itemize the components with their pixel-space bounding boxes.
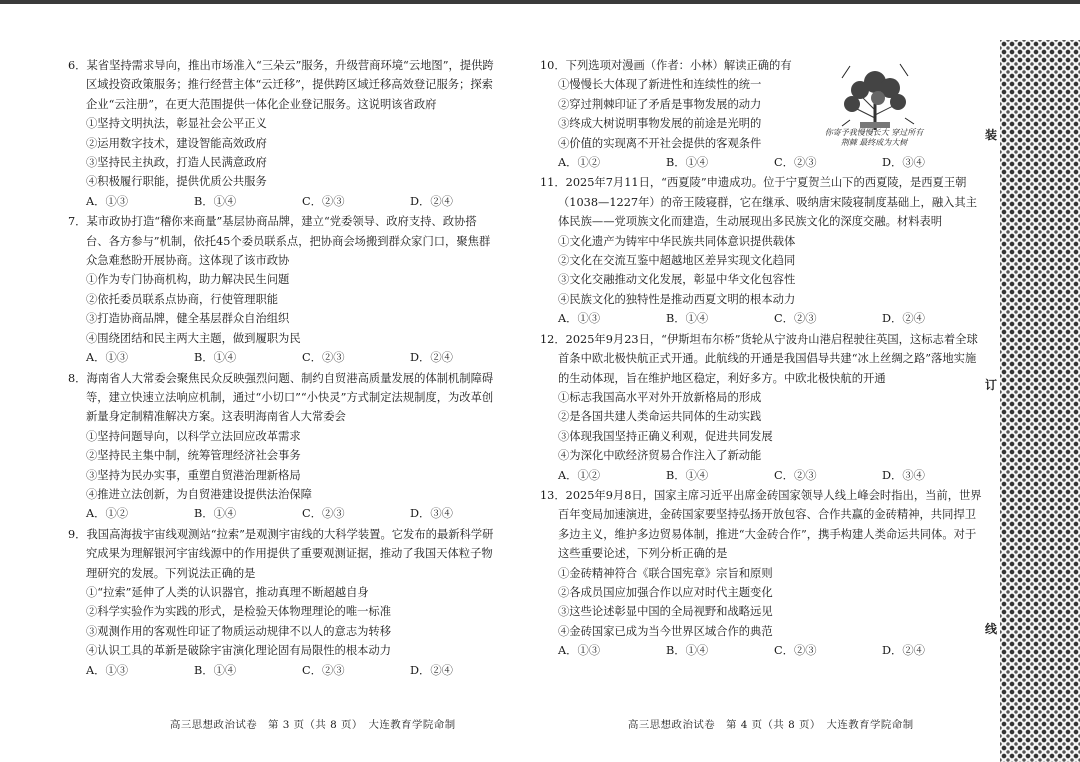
question-option: ④围绕团结和民主两大主题，做到履职为民 — [86, 331, 301, 345]
question-option: ②各成员国应加强合作以应对时代主题变化 — [558, 585, 773, 599]
answer-choice: B．①④ — [666, 468, 709, 482]
question-option: ④认识工具的革新是破除宇宙演化理论固有局限性的根本动力 — [86, 644, 392, 658]
question-block — [540, 173, 985, 328]
question-stem: 7．某市政协打造“稽你来商量”基层协商品牌，建立“党委领导、政府支持、政协搭台、各方参与”机制，依托45个委员联系点，把协商会场搬到群众家门口，聚焦群众急难愁盼开展协商。这体现了该市政协 — [68, 215, 491, 268]
answer-choice: D．③④ — [882, 468, 925, 482]
answer-choice: B．①④ — [194, 663, 237, 677]
answer-choice: C．②③ — [302, 194, 345, 208]
question-block — [68, 212, 498, 367]
question-stem: 9．我国高海拔宇宙线观测站“拉索”是观测宇宙线的大科学装置。它发布的最新科学研究成果为理解银河宇宙线源中的作用提供了重要观测证据，推动了我国天体粒子物理研究的发展。下列说法正确的是 — [68, 527, 494, 580]
answer-choice: A．①③ — [558, 312, 601, 326]
answer-choice: A．①② — [558, 468, 601, 482]
answer-choice: A．①③ — [86, 351, 129, 365]
answer-choice: C．②③ — [774, 468, 817, 482]
answer-choice: B．①④ — [194, 351, 237, 365]
answer-choice: C．②③ — [774, 312, 817, 326]
binding-margin-pattern — [1000, 40, 1080, 762]
cartoon-caption: 你寄予我慢慢长大 穿过所有荆棘 最终成为大树 — [824, 128, 924, 147]
question-option: ②文化在交流互鉴中超越地区差异实现文化趋同 — [558, 254, 796, 268]
answer-choices-row — [68, 504, 498, 523]
answer-choices-row — [68, 348, 498, 367]
answer-choice: C．②③ — [302, 507, 345, 521]
question-option: ④价值的实现离不开社会提供的客观条件 — [558, 136, 762, 150]
answer-choice: D．②④ — [410, 663, 453, 677]
question-option: ②科学实验作为实践的形式，是检验天体物理理论的唯一标准 — [86, 605, 392, 619]
answer-choice: B．①④ — [666, 312, 709, 326]
answer-choice: B．①④ — [666, 644, 709, 658]
answer-choice: A．①② — [86, 507, 129, 521]
question-block — [68, 525, 498, 680]
question-option: ①慢慢长大体现了新进性和连续性的统一 — [558, 78, 762, 92]
right-page-footer: 高三思想政治试卷 第 4 页（共 8 页） 大连教育学院命制 — [628, 719, 914, 731]
question-option: ②穿过荆棘印证了矛盾是事物发展的动力 — [558, 97, 762, 111]
answer-choice: B．①④ — [194, 194, 237, 208]
question-option: ③坚持为民办实事，重塑自贸港治理新格局 — [86, 468, 301, 482]
answer-choices-row — [540, 641, 985, 660]
question-stem: 12．2025年9月23日，“伊斯坦布尔桥”货轮从宁波舟山港启程驶往英国，这标志着全球首条中欧北极快航正式开通。此航线的开通是我国倡导共建“冰上丝绸之路”落地实施的生动体现，旨在维护地区稳定，利好多方。中欧北极快航的开通 — [540, 332, 978, 385]
question-option: ①坚持问题导向，以科学立法回应改革需求 — [86, 429, 301, 443]
question-option: ③文化交融推动文化发展，彰显中华文化包容性 — [558, 273, 796, 287]
answer-choice: B．①④ — [194, 507, 237, 521]
answer-choice: D．③④ — [410, 507, 453, 521]
question-option: ④为深化中欧经济贸易合作注入了新动能 — [558, 449, 762, 463]
binding-label-ding: 订 — [985, 378, 998, 392]
answer-choice: D．②④ — [410, 194, 453, 208]
question-option: ③坚持民主执政，打造人民满意政府 — [86, 156, 267, 170]
question-option: ③打造协商品牌，健全基层群众自治组织 — [86, 312, 290, 326]
question-stem: 10．下列选项对漫画（作者：小林）解读正确的有 — [540, 59, 792, 72]
question-option: ④民族文化的独特性是推动西夏文明的根本动力 — [558, 292, 796, 306]
question-stem: 6．某省坚持需求导向，推出市场准入“三朵云”服务，升级营商环境“云地图”，提供跨区域投资政策服务；推行经营主体“云迁移”，提供跨区域迁移高效登记服务；探索企业“云注册”，在更大范围提供一体化企业登记服务。这说明该省政府 — [68, 59, 494, 111]
question-stem: 11．2025年7月11日，“西夏陵”申遗成功。位于宁夏贺兰山下的西夏陵，是西夏王朝（1038—1227年）的帝王陵寝群，它在继承、吸纳唐宋陵寝制度基础上，融入其主体民族——党项族文化而建造，生动展现出多民族文化的深度交融。材料表明 — [540, 176, 978, 229]
binding-label-zhuang: 装 — [985, 128, 998, 142]
answer-choices-row — [540, 309, 985, 328]
question-option: ④积极履行职能，提供优质公共服务 — [86, 175, 267, 189]
answer-choice: D．②④ — [882, 644, 925, 658]
binding-label-xian: 线 — [985, 622, 998, 636]
question-block — [540, 486, 985, 661]
question-stem: 13．2025年9月8日，国家主席习近平出席金砖国家领导人线上峰会时指出，当前，世界百年变局加速演进，金砖国家要坚持弘扬开放包容、合作共赢的金砖精神，共同捍卫多边主义，维护多边贸易体制，推进“大金砖合作”，携手构建人类命运共同体。对于这些重要论述，下列分析正确的是 — [540, 488, 982, 561]
answer-choice: D．②④ — [410, 351, 453, 365]
question-option: ②是各国共建人类命运共同体的生动实践 — [558, 410, 762, 424]
question-block — [68, 369, 498, 524]
question-option: ③这些论述彰显中国的全局视野和战略远见 — [558, 605, 773, 619]
answer-choices-row — [540, 466, 985, 485]
question-option: ④推进立法创新，为自贸港建设提供法治保障 — [86, 487, 312, 501]
question-option: ③体现我国坚持正确义利观，促进共同发展 — [558, 429, 773, 443]
answer-choice: C．②③ — [302, 351, 345, 365]
answer-choice: C．②③ — [774, 156, 817, 170]
question-option: ③观测作用的客观性印证了物质运动规律不以人的意志为转移 — [86, 624, 392, 638]
question-block — [68, 56, 498, 211]
answer-choice: C．②③ — [774, 644, 817, 658]
question-option: ①作为专门协商机构，助力解决民生问题 — [86, 273, 290, 287]
answer-choice: B．①④ — [666, 156, 709, 170]
answer-choices-row — [68, 192, 498, 211]
question-option: ①金砖精神符合《联合国宪章》宗旨和原则 — [558, 566, 773, 580]
question-stem: 8．海南省人大常委会聚焦民众反映强烈问题、制约自贸港高质量发展的体制机制障碍等，建立快速立法响应机制，通过“小切口”“小快灵”方式制定法规制度，为改革创新量身定制精准解决方案。这表明海南省人大常委会 — [68, 371, 494, 424]
question-option: ②坚持民主集中制，统筹管理经济社会事务 — [86, 449, 301, 463]
answer-choice: D．②④ — [882, 312, 925, 326]
answer-choice: A．①② — [558, 156, 601, 170]
question-option: ①标志我国高水平对外开放新格局的形成 — [558, 390, 762, 404]
answer-choice: D．③④ — [882, 156, 925, 170]
answer-choices-row — [68, 661, 498, 680]
answer-choice: A．①③ — [86, 194, 129, 208]
left-page-footer: 高三思想政治试卷 第 3 页（共 8 页） 大连教育学院命制 — [170, 719, 456, 731]
question-option: ①“拉索”延伸了人类的认识器官，推动真理不断超越自身 — [86, 585, 369, 599]
question-option: ②依托委员联系点协商，行使管理职能 — [86, 292, 279, 306]
question-option: ①坚持文明执法，彰显社会公平正义 — [86, 117, 267, 131]
question-block — [540, 330, 985, 485]
left-page-column — [68, 56, 498, 681]
question-option: ②运用数字技术，建设智能高效政府 — [86, 136, 267, 150]
question-option: ①文化遗产为铸牢中华民族共同体意识提供载体 — [558, 234, 796, 248]
answer-choice: A．①③ — [86, 663, 129, 677]
answer-choice: C．②③ — [302, 663, 345, 677]
question-option: ④金砖国家已成为当今世界区域合作的典范 — [558, 624, 773, 638]
top-border — [0, 0, 1080, 4]
question-option: ③终成大树说明事物发展的前途是光明的 — [558, 117, 762, 131]
answer-choice: A．①③ — [558, 644, 601, 658]
